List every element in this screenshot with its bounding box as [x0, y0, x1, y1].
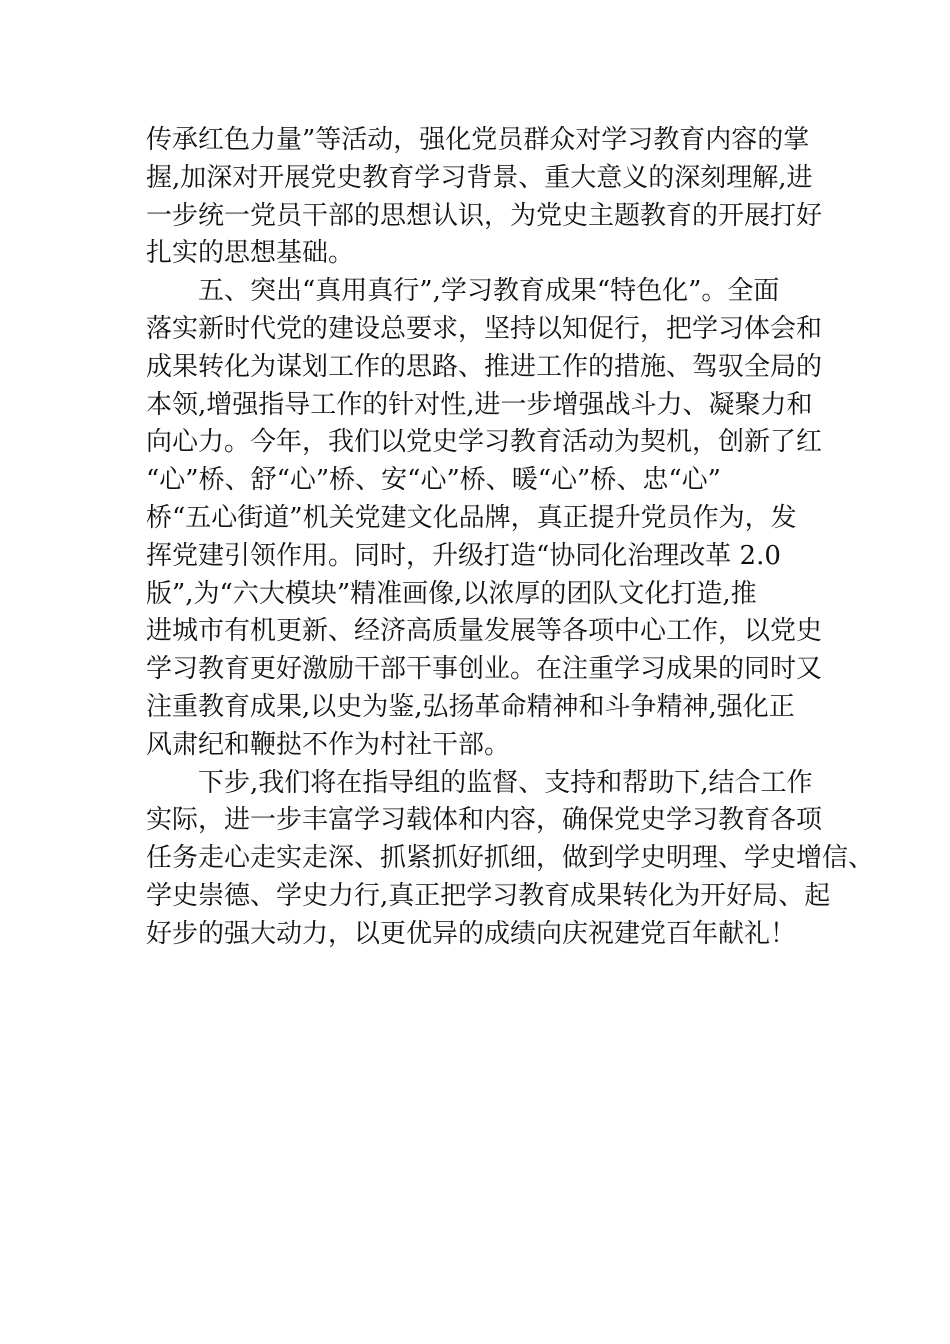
- text-line: 版”,为“六大模块”精准画像,以浓厚的团队文化打造,推: [146, 578, 757, 609]
- text-line: 挥党建引领作用。同时，升级打造“协同化治理改革 2.0: [146, 540, 781, 571]
- text-line: 桥“五心街道”机关党建文化品牌，真正提升党员作为，发: [146, 502, 797, 533]
- text-line: “心”桥、舒“心”桥、安“心”桥、暖“心”桥、忠“心”: [146, 465, 721, 496]
- text-line: 任务走心走实走深、抓紧抓好抓细，做到学史明理、学史增信、: [146, 843, 875, 874]
- text-line: 下步,我们将在指导组的监督、支持和帮助下,结合工作: [146, 767, 813, 798]
- text-line: 学史崇德、学史力行,真正把学习教育成果转化为开好局、起: [146, 880, 831, 911]
- text-line: 握,加深对开展党史教育学习背景、重大意义的深刻理解,进: [146, 162, 813, 193]
- text-line: 一步统一党员干部的思想认识，为党史主题教育的开展打好: [146, 200, 823, 231]
- text-line: 五、突出“真用真行”,学习教育成果“特色化”。全面: [146, 276, 780, 307]
- text-line: 向心力。今年，我们以党史学习教育活动为契机，创新了红: [146, 427, 823, 458]
- text-line: 本领,增强指导工作的针对性,进一步增强战斗力、凝聚力和: [146, 389, 813, 420]
- text-line: 进城市有机更新、经济高质量发展等各项中心工作，以党史: [146, 616, 823, 647]
- text-line: 落实新时代党的建设总要求，坚持以知促行，把学习体会和: [146, 313, 823, 344]
- body-text: [146, 122, 875, 954]
- text-line: 扎实的思想基础。: [146, 238, 355, 269]
- text-line: 传承红色力量”等活动，强化党员群众对学习教育内容的掌: [146, 125, 810, 155]
- text-line: 成果转化为谋划工作的思路、推进工作的措施、驾驭全局的: [146, 351, 823, 382]
- text-line: 注重教育成果,以史为鉴,弘扬革命精神和斗争精神,强化正: [146, 691, 795, 722]
- text-line: 学习教育更好激励干部干事创业。在注重学习成果的同时又: [146, 654, 823, 685]
- text-line: 风肃纪和鞭挞不作为村社干部。: [146, 729, 511, 760]
- text-line: 好步的强大动力，以更优异的成绩向庆祝建党百年献礼！: [146, 918, 797, 949]
- text-line: 实际，进一步丰富学习载体和内容，确保党史学习教育各项: [146, 805, 823, 836]
